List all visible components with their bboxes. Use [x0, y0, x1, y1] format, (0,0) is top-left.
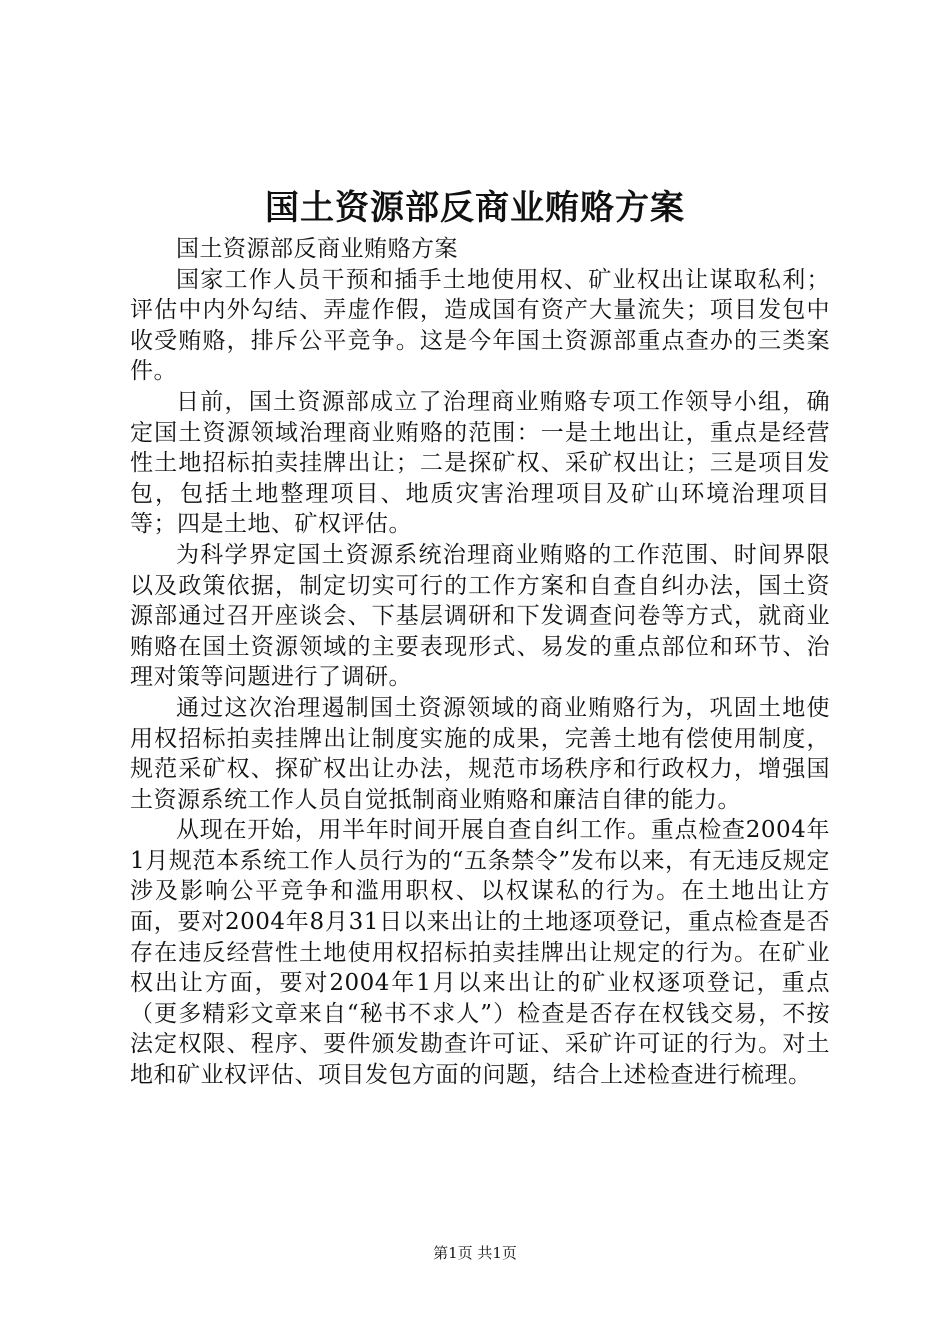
body-paragraph: 为科学界定国土资源系统治理商业贿赂的工作范围、时间界限以及政策依据，制定切实可行的工作方案和自查自纠办法，国土资源部通过召开座谈会、下基层调研和下发调查问卷等方式，就商业贿赂在国土资源领域的主要表现形式、易发的重点部位和环节、治理对策等问题进行了调研。: [130, 541, 830, 691]
body-paragraph: 国家工作人员干预和插手土地使用权、矿业权出让谋取私利；评估中内外勾结、弄虚作假，造成国有资产大量流失；项目发包中收受贿赂，排斥公平竞争。这是今年国土资源部重点查办的三类案件。: [130, 266, 830, 385]
body-paragraph: 从现在开始，用半年时间开展自查自纠工作。重点检查2004年1月规范本系统工作人员行为的“五条禁令”发布以来，有无违反规定涉及影响公平竞争和滥用职权、以权谋私的行为。在土地出让方面，要对2004年8月31日以来出让的土地逐项登记，重点检查是否存在违反经营性土地使用权招标拍卖挂牌出让规定的行为。在矿业权出让方面，要对2004年1月以来出让的矿业权逐项登记，重点（更多精彩文章来自“秘书不求人”）检查是否存在权钱交易，不按法定权限、程序、要件颁发勘查许可证、采矿许可证的行为。对土地和矿业权评估、项目发包方面的问题，结合上述检查进行梳理。: [130, 817, 830, 1089]
page-title: 国土资源部反商业贿赂方案: [265, 188, 685, 228]
page-footer: 第1页 共1页: [433, 1244, 517, 1262]
body-paragraph: 通过这次治理遏制国土资源领域的商业贿赂行为，巩固土地使用权招标拍卖挂牌出让制度实施的成果，完善土地有偿使用制度，规范采矿权、探矿权出让办法，规范市场秩序和行政权力，增强国土资源系统工作人员自觉抵制商业贿赂和廉洁自律的能力。: [130, 694, 830, 813]
document-body: [130, 234, 830, 1091]
body-paragraph: 日前，国土资源部成立了治理商业贿赂专项工作领导小组，确定国土资源领域治理商业贿赂的范围：一是土地出让，重点是经营性土地招标拍卖挂牌出让；二是探矿权、采矿权出让；三是项目发包，包括土地整理项目、地质灾害治理项目及矿山环境治理项目等；四是土地、矿权评估。: [130, 388, 830, 538]
body-paragraph: 国土资源部反商业贿赂方案: [176, 236, 458, 262]
